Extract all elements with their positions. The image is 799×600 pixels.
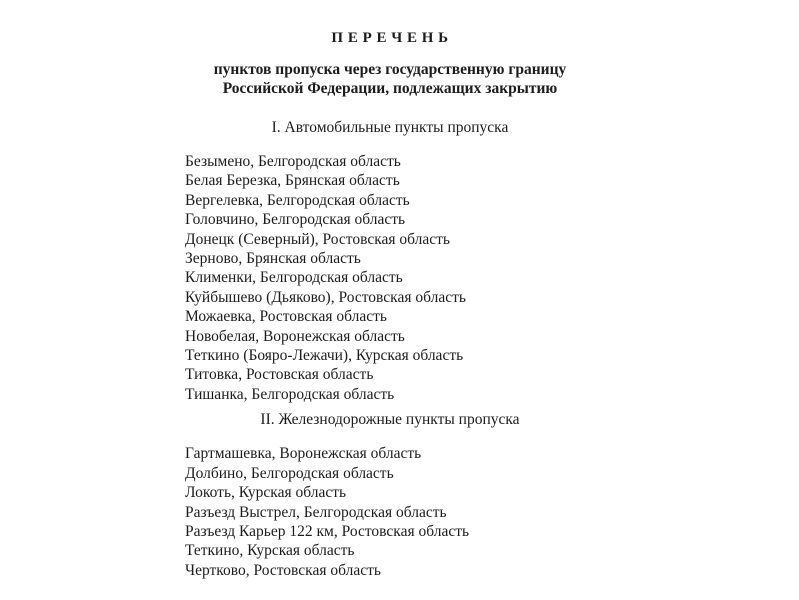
- crossing-point-list-1: [185, 152, 780, 404]
- sections-container: [0, 120, 780, 580]
- list-item: Чертково, Ростовская область: [185, 561, 381, 579]
- section-heading-2: II. Железнодорожные пункты пропуска: [260, 411, 520, 429]
- list-item: Белая Березка, Брянская область: [185, 172, 400, 190]
- list-item: Гартмашевка, Воронежская область: [185, 445, 422, 463]
- list-item: Новобелая, Воронежская область: [185, 327, 405, 345]
- list-item: Тишанка, Белгородская область: [185, 385, 395, 403]
- list-item: Разъезд Выстрел, Белгородская область: [185, 503, 447, 521]
- list-item: Теткино (Бояро-Лежачи), Курская область: [185, 347, 464, 365]
- crossing-point-list-2: [185, 444, 780, 580]
- list-item: Титовка, Ростовская область: [185, 366, 374, 384]
- list-item: Теткино, Курская область: [185, 542, 355, 560]
- list-item: Разъезд Карьер 122 км, Ростовская область: [185, 522, 470, 540]
- list-item: Вергелевка, Белгородская область: [185, 191, 410, 209]
- list-item: Клименки, Белгородская область: [185, 269, 403, 287]
- document-subtitle: [0, 60, 780, 98]
- document-subtitle-line1: пунктов пропуска через государственную границу: [213, 61, 567, 78]
- list-item: Донецк (Северный), Ростовская область: [185, 230, 450, 248]
- list-item: Безымено, Белгородская область: [185, 153, 401, 170]
- list-item: Головчино, Белгородская область: [185, 211, 406, 229]
- list-item: Можаевка, Ростовская область: [185, 308, 387, 326]
- list-item: Зерново, Брянская область: [185, 250, 361, 268]
- list-item: Долбино, Белгородская область: [185, 464, 394, 482]
- section-heading-1: I. Автомобильные пункты пропуска: [271, 119, 509, 136]
- document-title: П Е Р Е Ч Е Н Ь: [331, 30, 449, 46]
- list-item: Локоть, Курская область: [185, 484, 347, 502]
- document-subtitle-line2: Российской Федерации, подлежащих закрытию: [222, 80, 558, 97]
- list-item: Куйбышево (Дьяково), Ростовская область: [185, 288, 466, 306]
